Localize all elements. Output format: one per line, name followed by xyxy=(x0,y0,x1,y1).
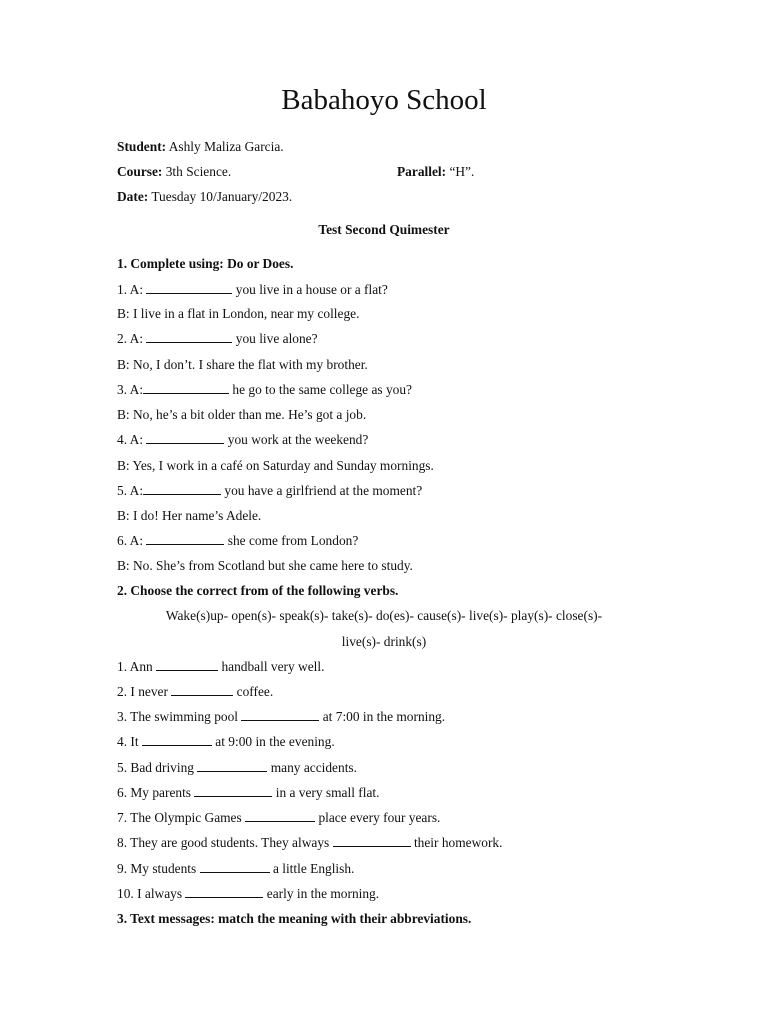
section2-item-9 xyxy=(117,861,354,877)
answer-blank[interactable] xyxy=(200,861,270,873)
test-title-text: Test Second Quimester xyxy=(318,222,450,237)
section1-q5 xyxy=(117,483,422,499)
item6-prefix: 6. My parents xyxy=(117,785,192,800)
item9-text: a little English. xyxy=(272,861,355,876)
answer-blank[interactable] xyxy=(197,760,267,772)
answer-blank[interactable] xyxy=(143,382,229,394)
item7-prefix: 7. The Olympic Games xyxy=(117,810,242,825)
section2-item-7 xyxy=(117,810,440,826)
answer-blank[interactable] xyxy=(142,734,212,746)
item10-text: early in the morning. xyxy=(266,886,380,901)
q5-text: you have a girlfriend at the moment? xyxy=(224,483,423,498)
section2-heading-text: 2. Choose the correct from of the following verbs. xyxy=(117,583,399,598)
q2-text: you live alone? xyxy=(235,331,318,346)
item10-prefix: 10. I always xyxy=(117,886,183,901)
item8-prefix: 8. They are good students. They always xyxy=(117,835,330,850)
answer-blank[interactable] xyxy=(194,785,272,797)
section2-item-2 xyxy=(117,684,273,700)
section2-item-1 xyxy=(117,659,324,675)
answer-blank[interactable] xyxy=(245,810,315,822)
section1-heading-text: 1. Complete using: Do or Does. xyxy=(117,256,294,271)
answer-blank[interactable] xyxy=(143,483,221,495)
section1-q1 xyxy=(117,282,388,298)
answer-blank[interactable] xyxy=(333,835,411,847)
q3-prefix: 3. A: xyxy=(117,382,144,397)
answer-blank[interactable] xyxy=(146,282,232,294)
q6-text: she come from London? xyxy=(227,533,359,548)
section1-q2 xyxy=(117,331,318,347)
section2-item-5 xyxy=(117,760,357,776)
section1-q4 xyxy=(117,432,368,448)
section2-heading xyxy=(117,583,398,599)
section1-q6 xyxy=(117,533,358,549)
item9-prefix: 9. My students xyxy=(117,861,197,876)
page-title: Babahoyo School xyxy=(281,84,487,116)
q4-prefix: 4. A: xyxy=(117,432,144,447)
parallel-value: “H”. xyxy=(449,164,475,179)
q3-text: he go to the same college as you? xyxy=(232,382,413,397)
item2-prefix: 2. I never xyxy=(117,684,168,699)
answer-blank[interactable] xyxy=(146,432,224,444)
q6-prefix: 6. A: xyxy=(117,533,144,548)
q1-text: you live in a house or a flat? xyxy=(235,282,388,297)
student-value: Ashly Maliza Garcia. xyxy=(168,139,284,154)
item3-text: at 7:00 in the morning. xyxy=(322,709,446,724)
test-title xyxy=(0,222,768,238)
section2-item-4 xyxy=(117,734,335,750)
section1-b3: B: No, he’s a bit older than me. He’s got a job. xyxy=(117,407,367,422)
section1-b4: B: Yes, I work in a café on Saturday and Sunday mornings. xyxy=(117,458,434,473)
section2-item-8 xyxy=(117,835,502,851)
q4-text: you work at the weekend? xyxy=(227,432,369,447)
item5-text: many accidents. xyxy=(270,760,357,775)
course-value: 3th Science. xyxy=(165,164,232,179)
section1-b5: B: I do! Her name’s Adele. xyxy=(117,508,262,523)
section1-b1: B: I live in a flat in London, near my college. xyxy=(117,306,360,321)
item4-prefix: 4. It xyxy=(117,734,139,749)
parallel-label: Parallel: xyxy=(397,164,447,179)
student-row xyxy=(117,139,284,155)
answer-blank[interactable] xyxy=(146,533,224,545)
item4-text: at 9:00 in the evening. xyxy=(215,734,335,749)
date-label: Date: xyxy=(117,189,149,204)
q5-prefix: 5. A: xyxy=(117,483,144,498)
section1-heading xyxy=(117,256,293,272)
item2-text: coffee. xyxy=(236,684,274,699)
student-label: Student: xyxy=(117,139,167,154)
section3-heading xyxy=(117,911,471,927)
item7-text: place every four years. xyxy=(318,810,441,825)
verbs-line-2: live(s)- drink(s) xyxy=(341,634,427,649)
item8-text: their homework. xyxy=(413,835,503,850)
q2-prefix: 2. A: xyxy=(117,331,144,346)
answer-blank[interactable] xyxy=(146,331,232,343)
section2-item-3 xyxy=(117,709,445,725)
answer-blank[interactable] xyxy=(185,886,263,898)
course-row xyxy=(117,164,231,180)
q1-prefix: 1. A: xyxy=(117,282,144,297)
course-label: Course: xyxy=(117,164,163,179)
item1-prefix: 1. Ann xyxy=(117,659,153,674)
answer-blank[interactable] xyxy=(156,659,218,671)
item6-text: in a very small flat. xyxy=(275,785,380,800)
section3-heading-text: 3. Text messages: match the meaning with their abbreviations. xyxy=(117,911,472,926)
answer-blank[interactable] xyxy=(171,684,233,696)
section1-b6: B: No. She’s from Scotland but she came here to study. xyxy=(117,558,413,573)
item1-text: handball very well. xyxy=(221,659,325,674)
section1-b2: B: No, I don’t. I share the flat with my brother. xyxy=(117,357,368,372)
section1-q3 xyxy=(117,382,412,398)
item3-prefix: 3. The swimming pool xyxy=(117,709,239,724)
verbs-line-1: Wake(s)up- open(s)- speak(s)- take(s)- do(es)- cause(s)- live(s)- play(s)- close(s)- xyxy=(165,608,603,623)
section2-item-10 xyxy=(117,886,379,902)
answer-blank[interactable] xyxy=(241,709,319,721)
item5-prefix: 5. Bad driving xyxy=(117,760,194,775)
section2-item-6 xyxy=(117,785,379,801)
date-row xyxy=(117,189,292,205)
date-value: Tuesday 10/January/2023. xyxy=(151,189,293,204)
parallel-row xyxy=(397,164,474,180)
